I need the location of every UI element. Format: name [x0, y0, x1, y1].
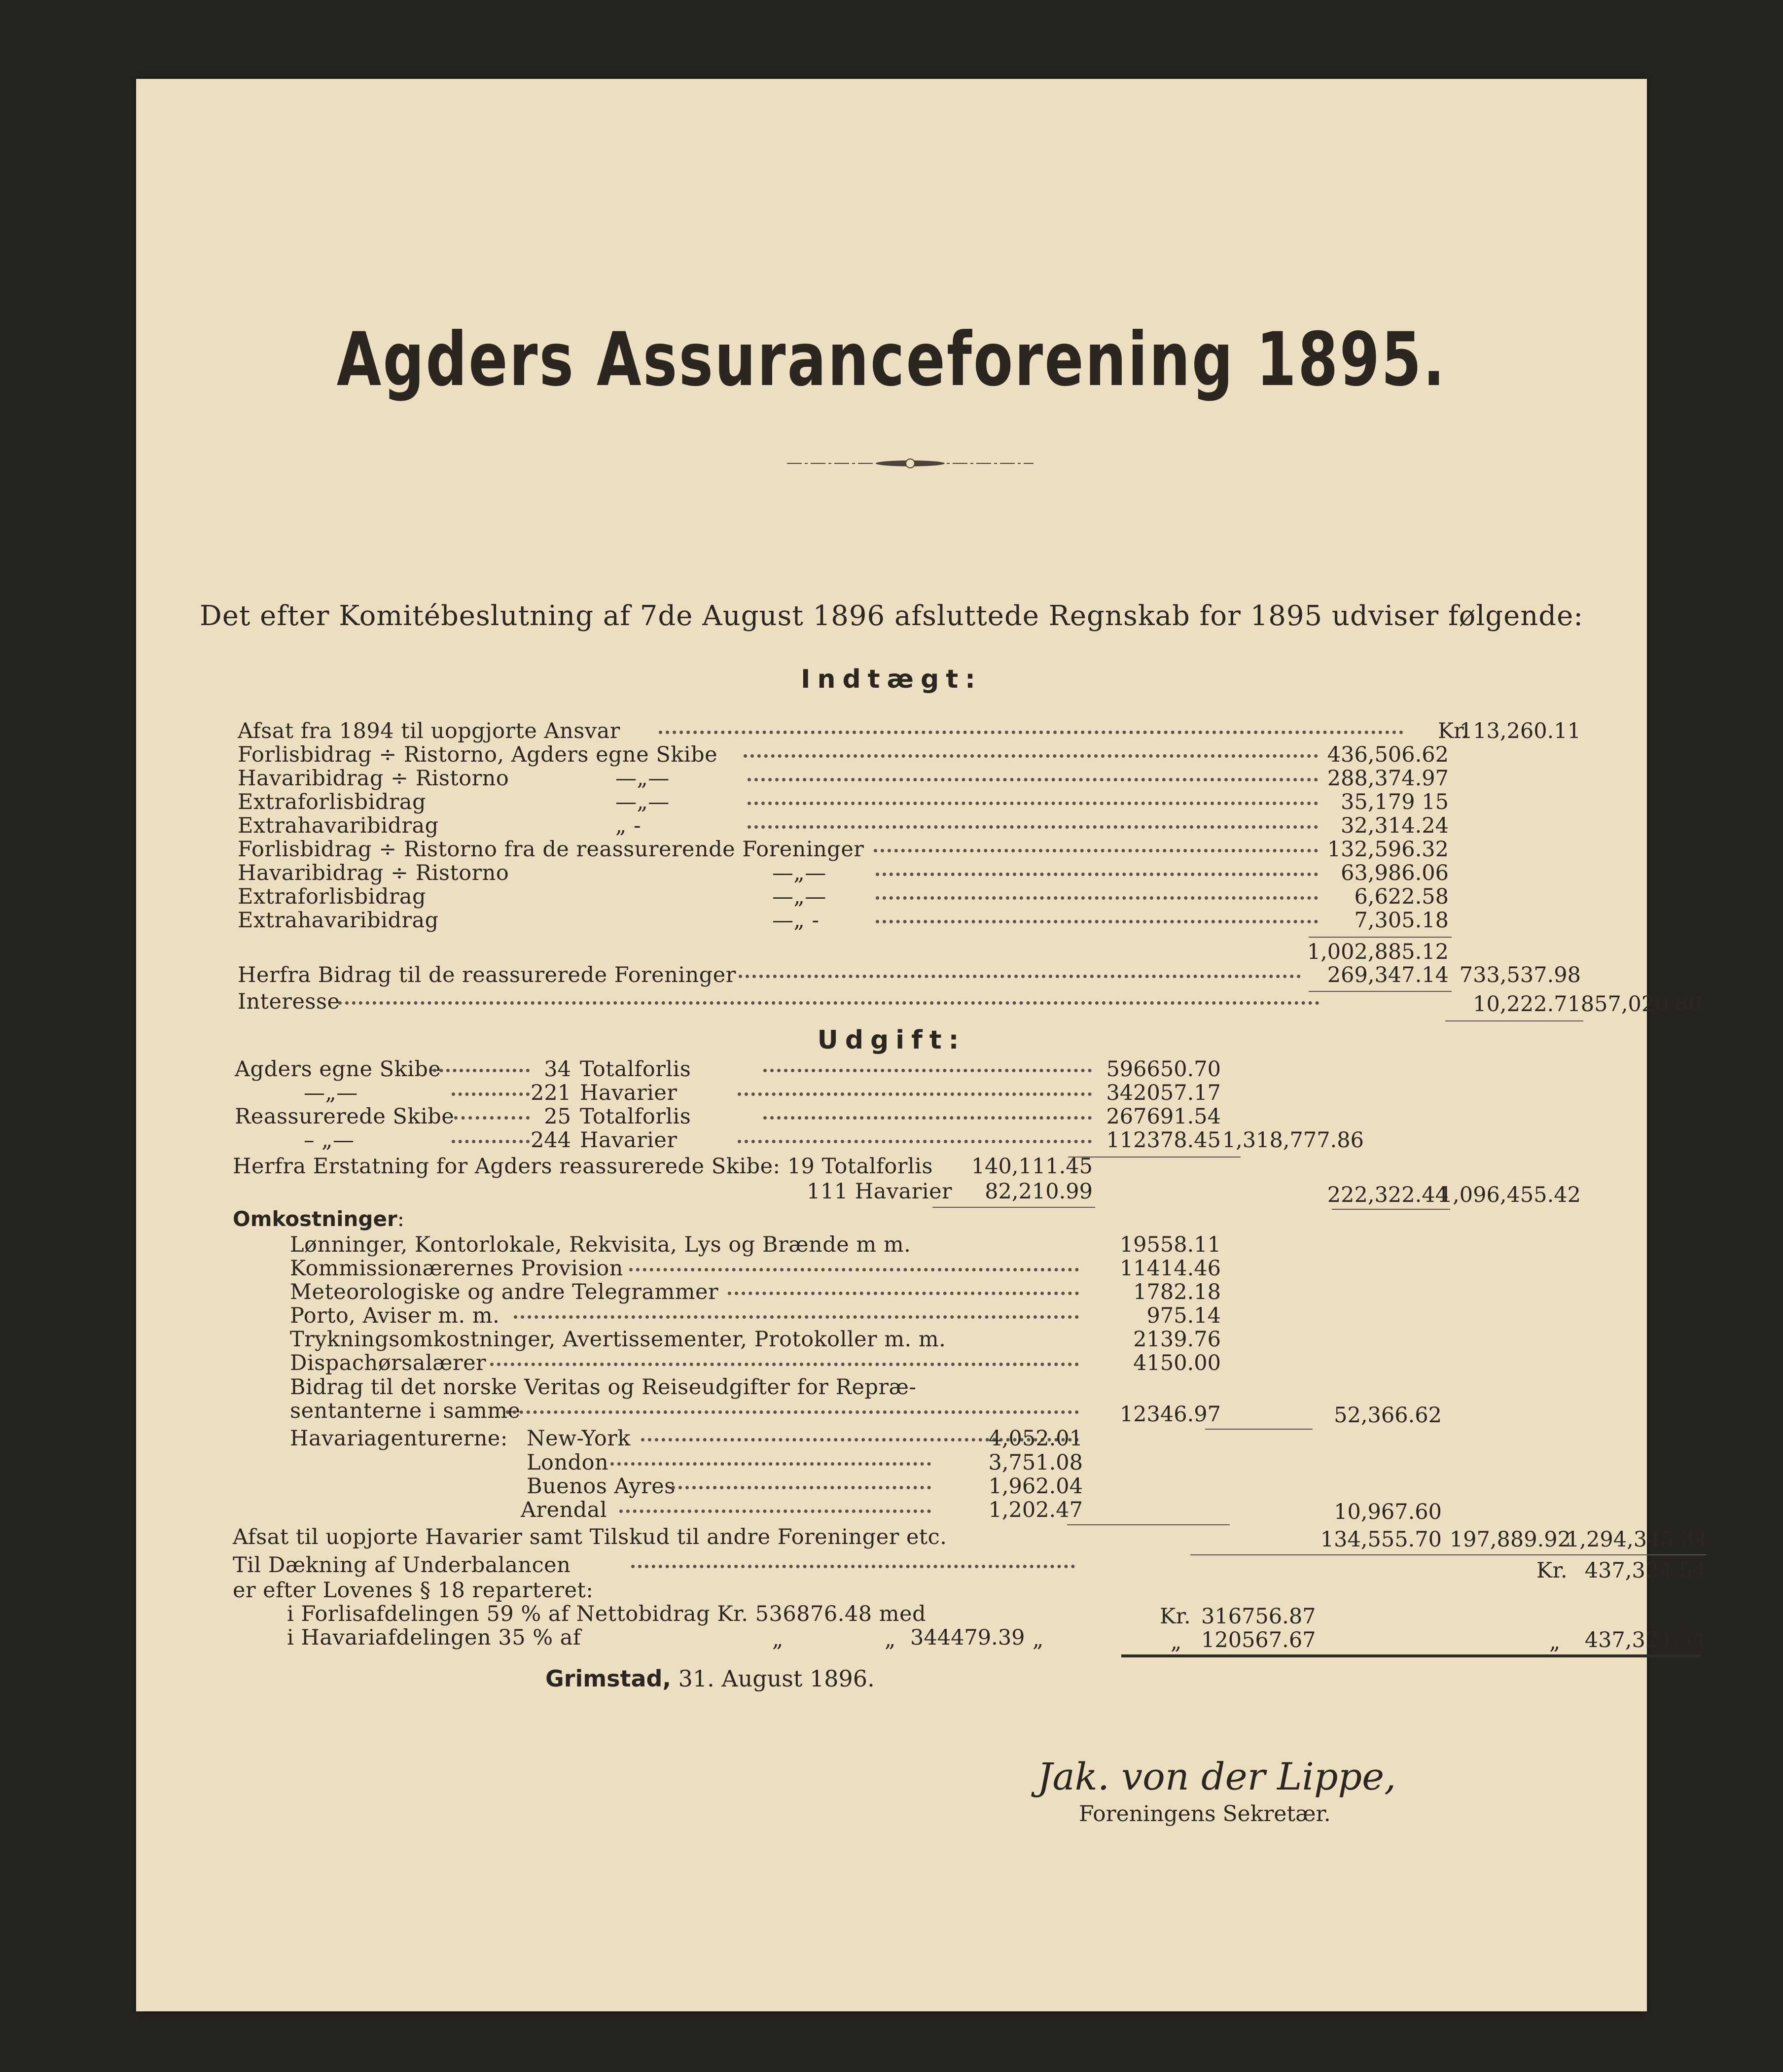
cost-label: Trykningsomkostninger, Avertissementer, Protokoller m. m. [290, 1327, 946, 1352]
ships-label: Reassurerede Skibe [235, 1104, 455, 1129]
ships-kind: Havarier [580, 1081, 678, 1105]
income-label: Afsat fra 1894 til uopgjorte Ansvar [238, 719, 620, 743]
sum-rule [1205, 1429, 1313, 1430]
income-subtotal: 1,002,885.12 [1307, 940, 1449, 964]
cost-value: 1782.18 [1133, 1280, 1221, 1304]
leader-dots [490, 1363, 1079, 1366]
income-value: 7,305.18 [1354, 908, 1449, 933]
leader-dots [338, 1001, 1319, 1005]
sum-rule [1309, 937, 1452, 938]
income-heading: Indtægt: [801, 665, 982, 694]
leader-dots [610, 1462, 931, 1466]
compensation-total-loss: 140,111.45 [971, 1154, 1093, 1179]
sum-rule [1309, 991, 1452, 992]
cost-value: 11414.46 [1119, 1256, 1221, 1281]
ships-label: – „— [304, 1128, 355, 1153]
leader-dots [672, 1486, 931, 1489]
costs-total: 52,366.62 [1334, 1403, 1442, 1428]
agencies-label: Havariagenturerne: [290, 1426, 508, 1451]
currency-prefix: Kr. [1438, 719, 1468, 743]
costs-heading: Omkostninger [233, 1207, 397, 1231]
sum-rule [1332, 1209, 1450, 1210]
agency-city: New-York [527, 1426, 631, 1451]
income-value: 63,986.06 [1341, 861, 1449, 885]
signature: Jak. von der Lippe, [1037, 1755, 1396, 1798]
sum-rule [1190, 1554, 1706, 1555]
page-title: Agders Assuranceforening 1895. [336, 317, 1447, 403]
ships-kind: Totalforlis [580, 1057, 691, 1082]
sum-rule [1067, 1524, 1230, 1525]
leader-dots [874, 849, 1318, 852]
ditto-mark: „ - [615, 813, 641, 838]
cost-value: 2139.76 [1133, 1327, 1221, 1352]
leader-dots [738, 1092, 1092, 1096]
ships-kind: Havarier [580, 1128, 678, 1153]
leader-dots [738, 1140, 1092, 1143]
ships-value: 596650.70 [1106, 1057, 1221, 1082]
sum-rule [932, 1207, 1095, 1208]
signature-role: Foreningens Sekretær. [1079, 1801, 1331, 1826]
sum-rule [1445, 1020, 1583, 1021]
leader-dots [728, 1292, 1079, 1295]
veritas-line1: Bidrag til det norske Veritas og Reiseudgifter for Repræ- [290, 1375, 917, 1400]
cost-label: Kommissionærernes Provision [290, 1256, 623, 1281]
cost-value: 4150.00 [1133, 1351, 1221, 1375]
agency-value: 4,052.01 [988, 1426, 1083, 1451]
ships-label: —„— [304, 1081, 358, 1105]
leader-dots [763, 1116, 1092, 1120]
net-after-compensation: 1,096,455.42 [1439, 1183, 1581, 1207]
deficit-line2: er efter Lovenes § 18 reparteret: [233, 1578, 594, 1603]
compensation-havarier: 82,210.99 [985, 1179, 1093, 1204]
leader-dots [748, 825, 1318, 829]
leader-dots [739, 975, 1301, 978]
ditto-mark: „ [1549, 1630, 1561, 1654]
reserve-label: Afsat til uopjorte Havarier samt Tilskud til andre Foreninger etc. [233, 1525, 947, 1549]
leader-dots [876, 873, 1318, 876]
cost-label: Dispachørsalærer [290, 1351, 487, 1375]
ditto-mark: „ [1033, 1627, 1044, 1652]
income-label: Extrahavaribidrag [238, 908, 439, 933]
leader-dots [748, 802, 1318, 805]
reassurance-net: 733,537.98 [1459, 963, 1581, 987]
cost-value: 19558.11 [1119, 1232, 1221, 1257]
leader-dots [748, 778, 1318, 781]
income-label: Havaribidrag ÷ Ristorno [238, 766, 509, 791]
income-label: Extraforlisbidrag [238, 884, 427, 909]
ships-value: 112378.45 [1106, 1128, 1221, 1153]
agencies-total: 10,967.60 [1334, 1500, 1442, 1524]
leader-dots [876, 896, 1318, 900]
ditto-mark: —„— [772, 884, 826, 909]
leader-dots [619, 1510, 931, 1513]
income-value: 35,179 15 [1341, 790, 1449, 814]
leader-dots [454, 1116, 530, 1120]
reassurance-value: 269,347.14 [1327, 963, 1449, 987]
compensation-label: Herfra Erstatning for Agders reassurerede Skibe: 19 Totalforlis [233, 1154, 933, 1179]
expense-heading: Udgift: [817, 1025, 966, 1055]
agency-value: 1,962.04 [988, 1474, 1083, 1499]
leader-dots [452, 1140, 530, 1143]
income-label: Forlisbidrag ÷ Ristorno fra de reassurerende Foreninger [238, 837, 864, 862]
income-value: 32,314.24 [1341, 813, 1449, 838]
reserve-value: 134,555.70 [1320, 1527, 1442, 1552]
grand-total: 1,294,345.34 [1566, 1527, 1708, 1552]
leader-dots [876, 920, 1318, 923]
interest-label: Interesse [238, 989, 340, 1014]
currency-prefix: Kr. [1536, 1558, 1568, 1583]
leader-dots [629, 1268, 1079, 1271]
veritas-value: 12346.97 [1119, 1402, 1221, 1427]
compensation-havarier-label: 111 Havarier [807, 1179, 953, 1204]
income-value: 132,596.32 [1327, 837, 1449, 862]
currency-prefix: Kr. [1160, 1604, 1191, 1629]
leader-dots [452, 1092, 530, 1096]
document-page [136, 79, 1708, 2011]
sum-rule [1068, 1157, 1241, 1158]
date: 31. August 1896. [678, 1665, 875, 1692]
place: Grimstad, [545, 1665, 671, 1692]
leader-dots [631, 1565, 1075, 1568]
final-value: 437,324.54 [1584, 1628, 1706, 1652]
leader-dots [763, 1069, 1092, 1072]
income-label: Extraforlisbidrag [238, 790, 427, 814]
ditto-mark: —„— [615, 790, 670, 814]
ditto-mark: „ [1171, 1630, 1182, 1654]
ships-total: 1,318,777.86 [1222, 1128, 1364, 1153]
reserve-sum: 197,889.92 [1449, 1527, 1571, 1552]
ditto-mark: —„— [772, 861, 826, 885]
income-value: 113,260.11 [1459, 719, 1581, 743]
income-total: 857,020 80 [1580, 992, 1702, 1017]
ships-value: 342057.17 [1106, 1081, 1221, 1105]
agency-value: 3,751.08 [988, 1450, 1083, 1475]
document-subtitle: Det efter Komitébeslutning af 7de August 1896 afsluttede Regnskab for 1895 udviser følgende: [199, 600, 1584, 632]
ships-kind: Totalforlis [580, 1104, 691, 1129]
leader-dots [433, 1069, 530, 1072]
cost-label: Meteorologiske og andre Telegrammer [290, 1280, 719, 1304]
income-label: Forlisbidrag ÷ Ristorno, Agders egne Skibe [238, 742, 718, 767]
ditto-mark: „ [885, 1627, 896, 1652]
income-value: 288,374.97 [1327, 766, 1449, 791]
reassurance-label: Herfra Bidrag til de reassurerede Foreninger [238, 963, 736, 987]
agency-city: Buenos Ayres [527, 1474, 676, 1499]
veritas-line2: sentanterne i samme [290, 1399, 521, 1423]
ditto-mark: —„ - [772, 908, 820, 933]
ships-count: 25 [544, 1104, 571, 1129]
cost-value: 975.14 [1146, 1303, 1221, 1328]
final-rule [1121, 1654, 1701, 1657]
cost-label: Porto, Aviser m. m. [290, 1303, 500, 1328]
income-label: Havaribidrag ÷ Ristorno [238, 861, 509, 885]
ships-value: 267691.54 [1106, 1104, 1221, 1129]
deficit-value: 437,324.54 [1584, 1558, 1706, 1583]
income-label: Extrahavaribidrag [238, 813, 439, 838]
interest-value: 10,222.71 [1473, 992, 1581, 1017]
deficit-label: Til Dækning af Underbalancen [233, 1553, 571, 1578]
compensation-total: 222,322.44 [1327, 1183, 1449, 1207]
ships-count: 221 [531, 1081, 571, 1105]
place-date [545, 1667, 875, 1690]
forlis-label: i Forlisafdelingen 59 % af Nettobidrag Kr. 536876.48 med [287, 1602, 927, 1626]
ditto-mark: „ [772, 1627, 784, 1652]
income-value: 436,506.62 [1327, 742, 1449, 767]
ships-label: Agders egne Skibe [235, 1057, 441, 1082]
leader-dots [514, 1315, 1079, 1319]
ships-count: 244 [531, 1128, 571, 1153]
leader-dots [744, 754, 1318, 758]
income-value: 6,622.58 [1354, 884, 1449, 909]
agency-value: 1,202.47 [988, 1498, 1083, 1522]
forlis-value: 316756.87 [1201, 1604, 1316, 1629]
ditto-mark: —„— [615, 766, 670, 791]
cost-label: Lønninger, Kontorlokale, Rekvisita, Lys og Brænde m m. [290, 1232, 911, 1257]
havari-label: i Havariafdelingen 35 % af [287, 1625, 581, 1650]
costs-heading-colon: : [397, 1207, 405, 1231]
agency-city: Arendal [521, 1498, 607, 1522]
havari-base: 344479.39 [910, 1625, 1025, 1650]
agency-city: London [527, 1450, 609, 1475]
costs-heading-line [233, 1209, 405, 1230]
havari-value: 120567.67 [1201, 1628, 1316, 1652]
ornament-divider [787, 458, 1034, 468]
ships-count: 34 [544, 1057, 571, 1082]
leader-dots [506, 1410, 1079, 1414]
